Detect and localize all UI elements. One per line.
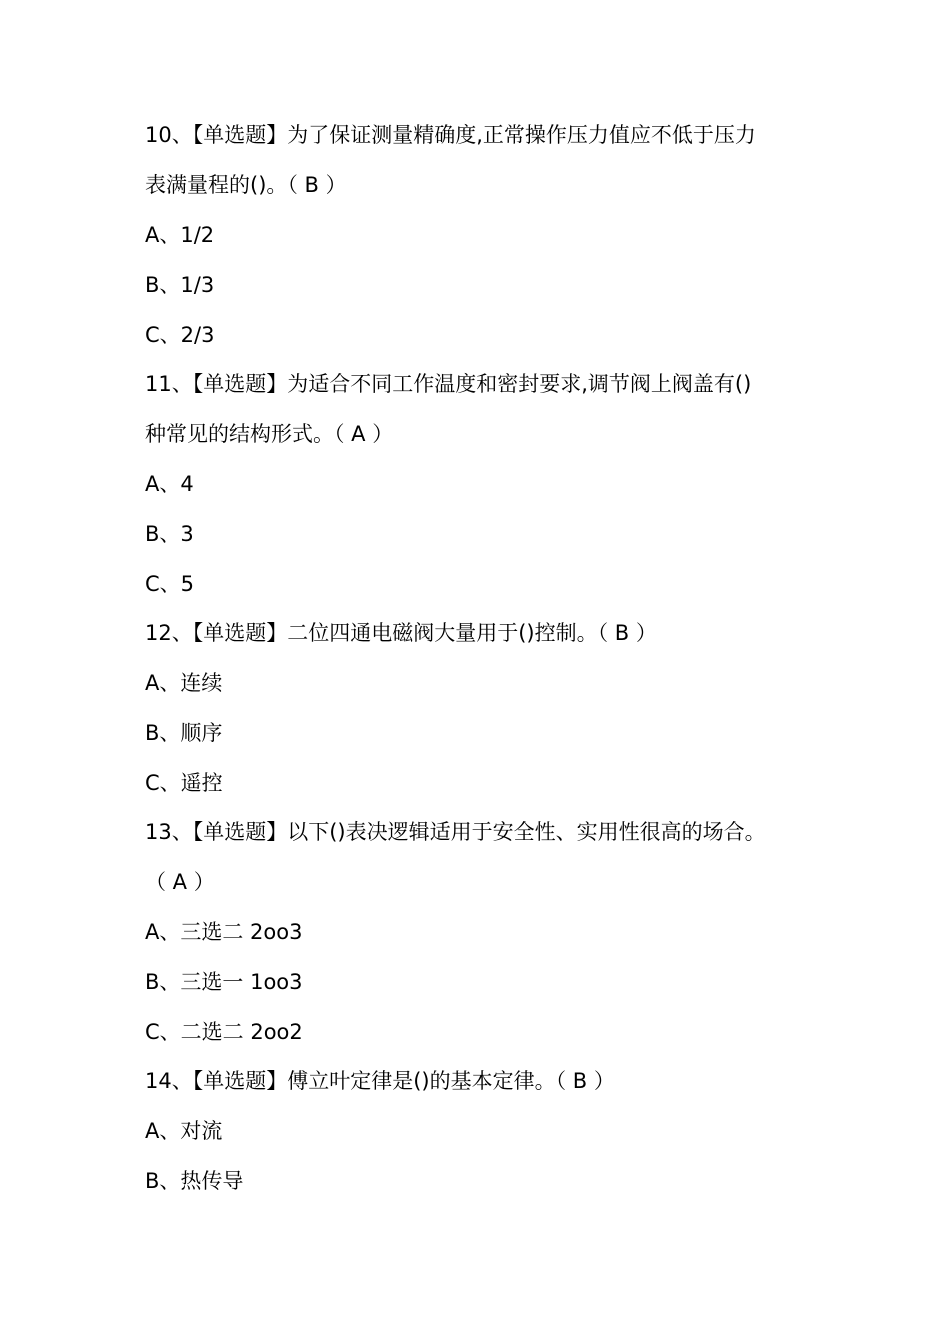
question-12-option-a: A、连续 (145, 671, 223, 695)
question-12-option-b: B、顺序 (145, 721, 223, 745)
question-10-option-c: C、2/3 (145, 323, 215, 347)
question-14-option-a: A、对流 (145, 1119, 223, 1143)
question-11-text-continued: 种常见的结构形式。（ A ） (145, 422, 394, 446)
question-13-option-b: B、三选一 1oo3 (145, 970, 303, 994)
question-14-option-b: B、热传导 (145, 1169, 244, 1193)
question-10-option-b: B、1/3 (145, 273, 215, 297)
question-12-text: 12、【单选题】二位四通电磁阀大量用于()控制。（ B ） (145, 621, 657, 645)
question-11-option-a: A、4 (145, 472, 194, 496)
question-10-text-continued: 表满量程的()。（ B ） (145, 173, 347, 197)
question-10-option-a: A、1/2 (145, 223, 215, 247)
question-14-text: 14、【单选题】傅立叶定律是()的基本定律。（ B ） (145, 1069, 615, 1093)
question-13-text-continued: （ A ） (145, 870, 215, 894)
question-13-option-a: A、三选二 2oo3 (145, 920, 303, 944)
question-11-option-c: C、5 (145, 572, 195, 596)
question-10-text: 10、【单选题】为了保证测量精确度,正常操作压力值应不低于压力 (145, 123, 756, 147)
question-12-option-c: C、遥控 (145, 771, 223, 795)
question-11-text: 11、【单选题】为适合不同工作温度和密封要求,调节阀上阀盖有() (145, 372, 752, 396)
question-11-option-b: B、3 (145, 522, 194, 546)
question-13-text: 13、【单选题】以下()表决逻辑适用于安全性、实用性很高的场合。 (145, 820, 766, 844)
question-13-option-c: C、二选二 2oo2 (145, 1020, 303, 1044)
